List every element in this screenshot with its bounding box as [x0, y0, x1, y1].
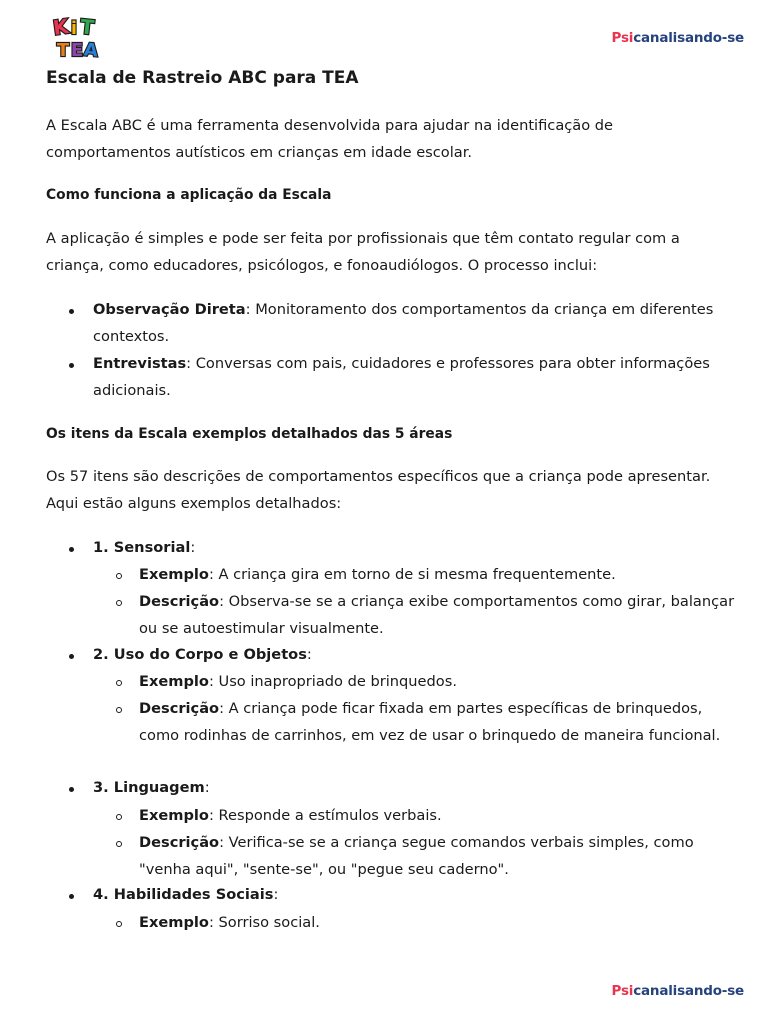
logo-letter: K — [52, 14, 71, 40]
sub-bullet-icon — [116, 600, 122, 606]
bullet-icon — [69, 654, 74, 659]
sub-bullet-icon — [116, 707, 122, 713]
sub-item — [139, 589, 739, 642]
list-item — [93, 351, 733, 404]
sub-bullet-icon — [116, 814, 122, 820]
area-name: 4. Habilidades Sociais — [93, 886, 274, 903]
sub-item-term: Exemplo — [139, 914, 209, 931]
sub-item — [139, 669, 739, 696]
sub-item — [139, 696, 739, 749]
area-colon: : — [204, 779, 210, 796]
sub-bullet-icon — [116, 573, 122, 579]
list-item-term: Entrevistas — [93, 355, 187, 372]
logo-letter: i — [70, 18, 78, 39]
sub-bullet-icon — [116, 841, 122, 847]
area-name: 2. Uso do Corpo e Objetos — [93, 646, 307, 663]
area-name: 1. Sensorial — [93, 539, 191, 556]
area-item — [93, 882, 733, 909]
brand-part-blue: canalisando-se — [633, 30, 744, 46]
sub-item — [139, 910, 739, 937]
area-item — [93, 775, 733, 802]
brand-footer — [611, 983, 744, 999]
area-colon: : — [273, 886, 279, 903]
list-item-text: : Monitoramento dos comportamentos da criança em diferentes contextos. — [93, 301, 714, 345]
sub-bullet-icon — [116, 921, 122, 927]
sub-item-text: : Observa-se se a criança exibe comportamentos como girar, balançar ou se autoestimular visualmente. — [139, 593, 735, 637]
section-heading-items: Os itens da Escala exemplos detalhados das 5 áreas — [46, 426, 453, 442]
items-paragraph: Os 57 itens são descrições de comportamentos específicos que a criança pode apresentar. Aqui estão alguns exemplos detalhados: — [46, 468, 711, 512]
sub-item-term: Exemplo — [139, 807, 209, 824]
sub-item-term: Exemplo — [139, 566, 209, 583]
sub-bullet-icon — [116, 680, 122, 686]
logo-letter: T — [56, 40, 70, 60]
sub-item — [139, 830, 739, 883]
bullet-icon — [69, 363, 74, 368]
brand-header — [611, 30, 744, 46]
list-item-term: Observação Direta — [93, 301, 246, 318]
sub-item-term: Descrição — [139, 593, 220, 610]
sub-item-text: : Sorriso social. — [208, 914, 320, 931]
logo-letter: A — [83, 39, 99, 60]
sub-item-term: Exemplo — [139, 673, 209, 690]
sub-item — [139, 562, 739, 589]
sub-item — [139, 803, 739, 830]
area-colon: : — [306, 646, 312, 663]
sub-item-text: : Uso inapropriado de brinquedos. — [208, 673, 457, 690]
intro-paragraph: A Escala ABC é uma ferramenta desenvolvida para ajudar na identificação de comportamentos autísticos em crianças em idade escolar. — [46, 117, 614, 161]
area-item — [93, 642, 733, 669]
brand-part-red: Psi — [611, 30, 634, 46]
list-item-text: : Conversas com pais, cuidadores e professores para obter informações adicionais. — [93, 355, 710, 399]
sub-item-text: : Responde a estímulos verbais. — [208, 807, 442, 824]
list-item — [93, 297, 733, 350]
page-title: Escala de Rastreio ABC para TEA — [46, 68, 359, 88]
area-colon: : — [190, 539, 196, 556]
section-heading-application: Como funciona a aplicação da Escala — [46, 187, 332, 203]
sub-item-text: : A criança pode ficar fixada em partes específicas de brinquedos, como rodinhas de carrinhos, em vez de usar o brinquedo de maneira funcional. — [139, 700, 721, 744]
area-item — [93, 535, 733, 562]
bullet-icon — [69, 547, 74, 552]
logo-letter: E — [70, 40, 84, 60]
brand-part-red: Psi — [611, 983, 634, 999]
area-name: 3. Linguagem — [93, 779, 205, 796]
sub-item-term: Descrição — [139, 700, 220, 717]
logo-letter: T — [79, 14, 96, 40]
bullet-icon — [69, 894, 74, 899]
bullet-icon — [69, 787, 74, 792]
application-paragraph: A aplicação é simples e pode ser feita por profissionais que têm contato regular com a criança, como educadores, psicólogos, e fonoaudiólogos. O processo inclui: — [46, 230, 680, 274]
brand-part-blue: canalisando-se — [633, 983, 744, 999]
bullet-icon — [69, 309, 74, 314]
kittea-logo-icon — [52, 14, 102, 60]
kittea-logo — [52, 14, 102, 60]
sub-item-term: Descrição — [139, 834, 220, 851]
sub-item-text: : Verifica-se se a criança segue comandos verbais simples, como "venha aqui", "sente-se", ou "pegue seu caderno". — [139, 834, 694, 878]
sub-item-text: : A criança gira em torno de si mesma frequentemente. — [208, 566, 616, 583]
